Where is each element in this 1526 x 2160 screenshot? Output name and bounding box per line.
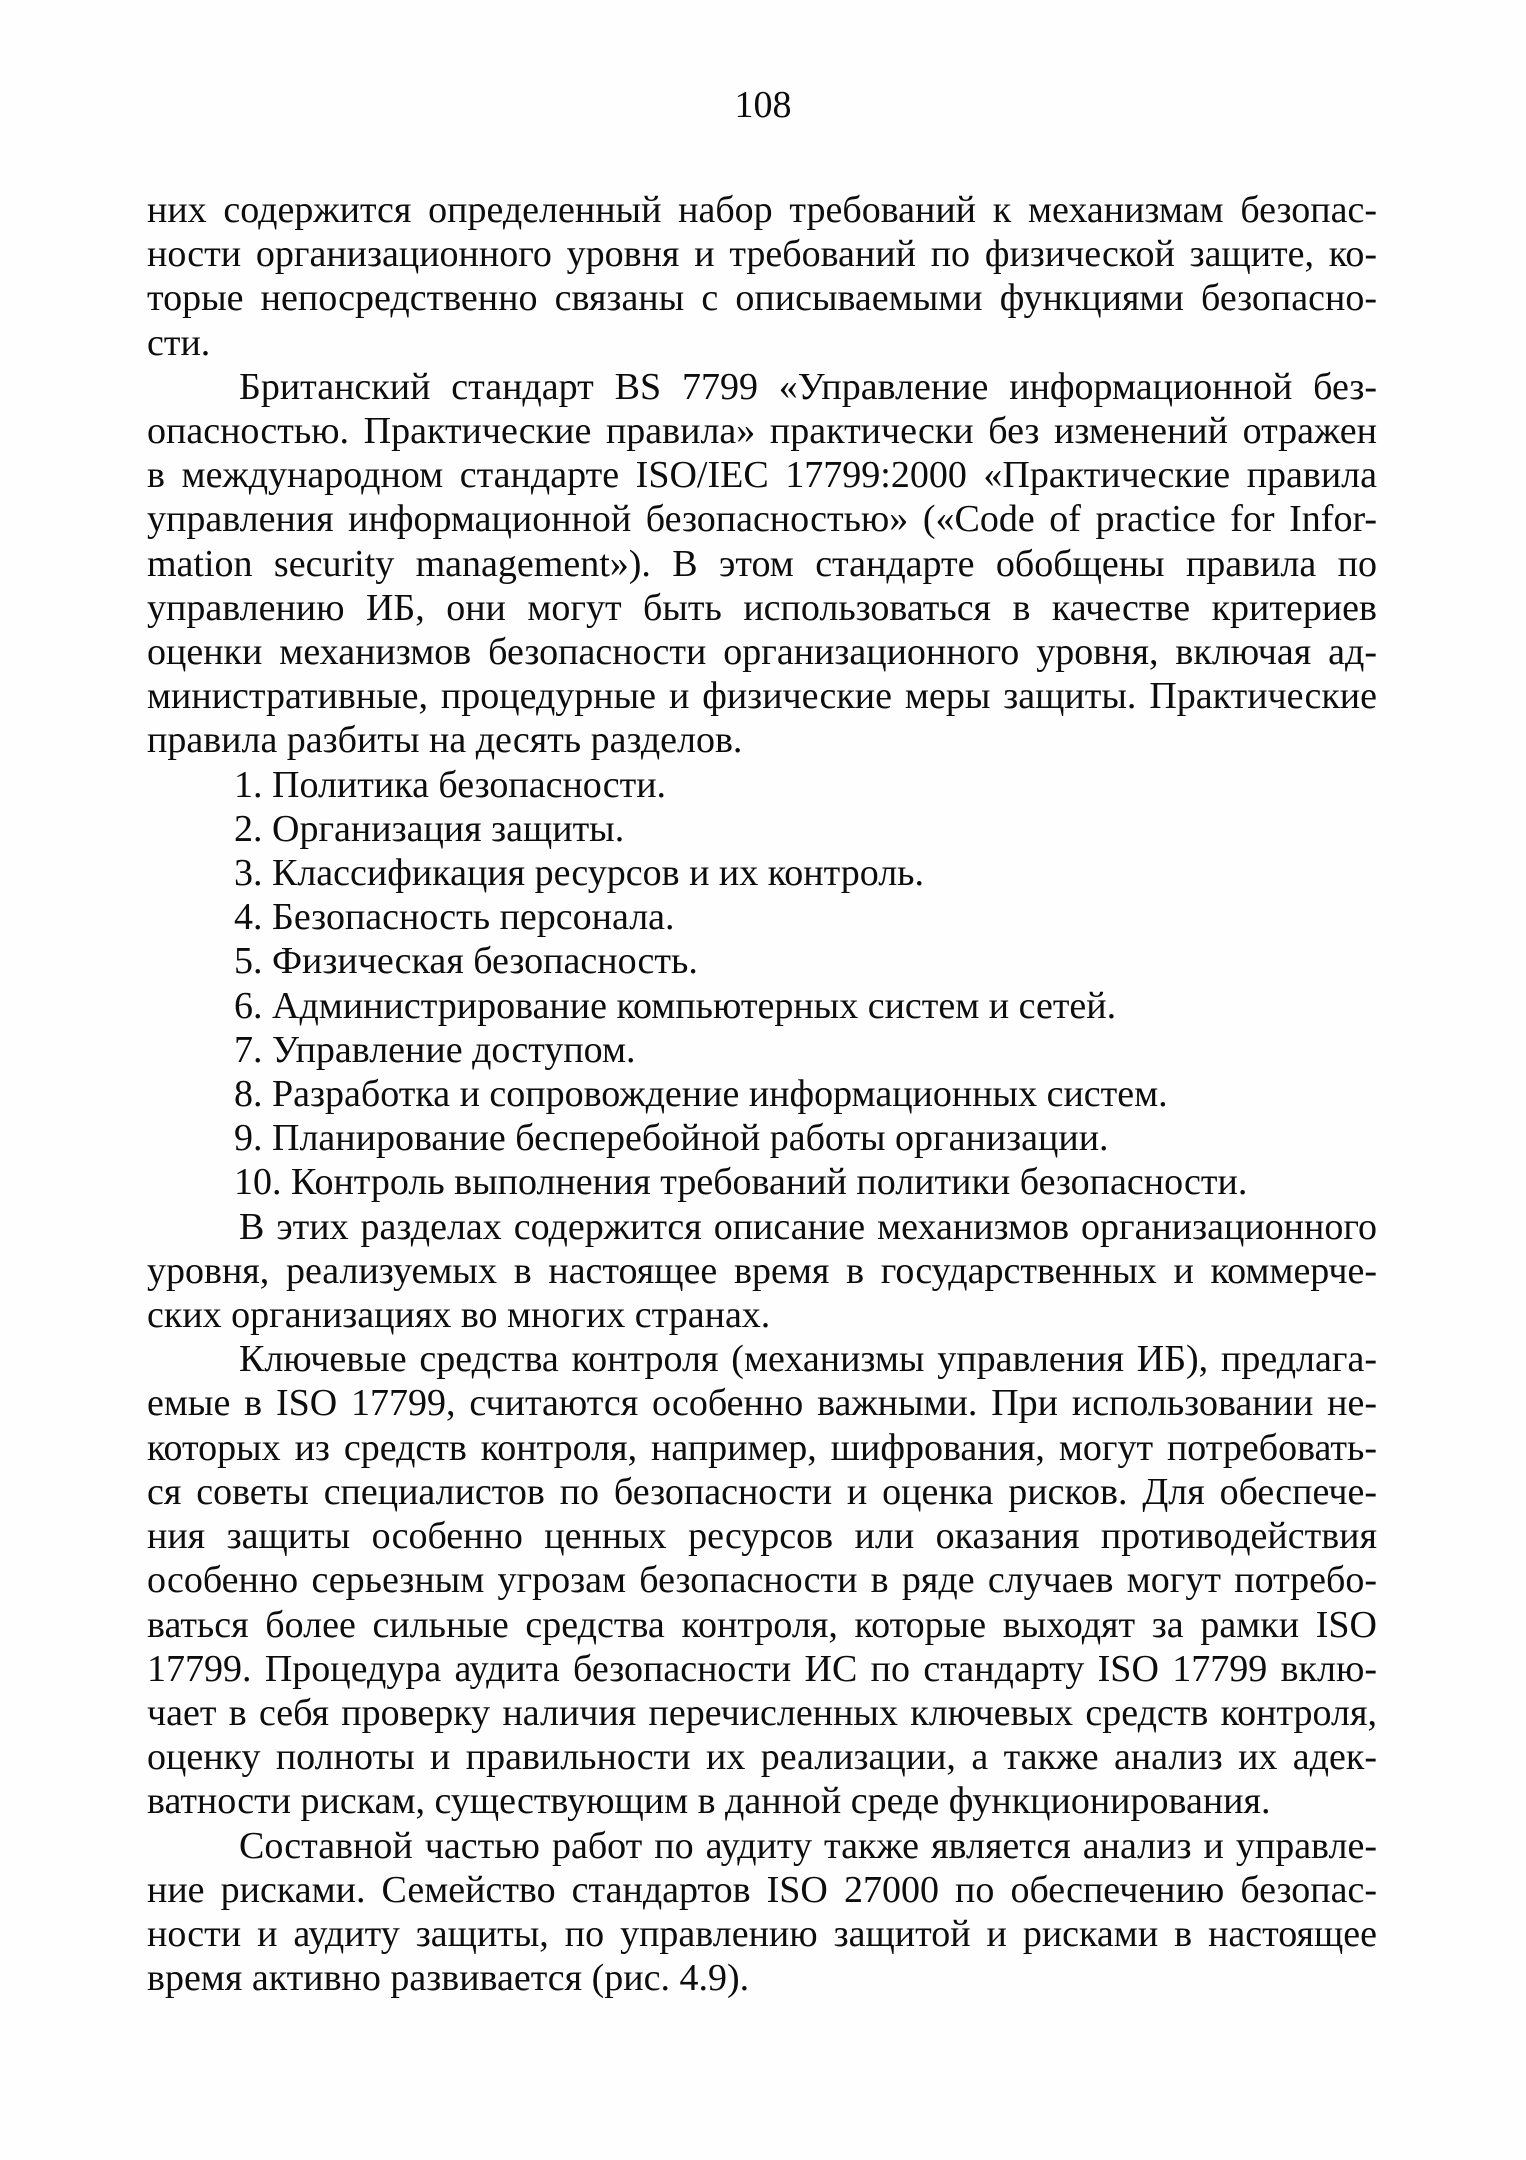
- text-line: 10. Контроль выполнения требований политики безопасности.: [234, 1161, 1248, 1204]
- text-line: ности организационного уровня и требований по физической защите, ко-: [147, 233, 1377, 276]
- page-number: 108: [734, 84, 792, 126]
- text-line: Британский стандарт BS 7799 «Управление информационной без-: [239, 365, 1377, 408]
- text-line: 3. Классификация ресурсов и их контроль.: [234, 852, 924, 895]
- paragraph: [147, 1205, 1377, 1338]
- text-line: управлению ИБ, они могут быть использоваться в качестве критериев: [147, 586, 1377, 629]
- text-line: 5. Физическая безопасность.: [234, 940, 698, 983]
- text-line: особенно серьезным угрозам безопасности в ряде случаев могут потребо-: [147, 1559, 1377, 1602]
- text-line: управления информационной безопасностью» («Code of practice for Infor-: [147, 498, 1377, 541]
- text-line: время активно развивается (рис. 4.9).: [147, 1957, 750, 2000]
- text-line: ся советы специалистов по безопасности и оценка рисков. Для обеспече-: [147, 1470, 1377, 1513]
- text-line: них содержится определенный набор требований к механизмам безопас-: [147, 189, 1377, 231]
- text-line: торые непосредственно связаны с описываемыми функциями безопасно-: [147, 277, 1377, 320]
- text-line: ние рисками. Семейство стандартов ISO 27000 по обеспечению безопас-: [147, 1868, 1377, 1911]
- text-line: ских организациях во многих странах.: [147, 1294, 771, 1337]
- list-item: [147, 1072, 1377, 1116]
- list-item: [147, 1028, 1377, 1072]
- text-line: сти.: [147, 321, 211, 364]
- list-item: [147, 895, 1377, 939]
- text-line: которых из средств контроля, например, шифрования, могут потребовать-: [147, 1426, 1377, 1469]
- text-line: оценку полноты и правильности их реализации, а также анализ их адек-: [147, 1736, 1377, 1779]
- list-item: [147, 763, 1377, 807]
- text-line: Ключевые средства контроля (механизмы управления ИБ), предлага-: [239, 1338, 1377, 1381]
- text-line: 7. Управление доступом.: [234, 1028, 636, 1071]
- text-line: 2. Организация защиты.: [234, 807, 625, 850]
- text-line: уровня, реализуемых в настоящее время в государственных и коммерче-: [147, 1249, 1377, 1292]
- paragraph: [147, 1824, 1377, 2001]
- text-line: емые в ISO 17799, считаются особенно важными. При использовании не-: [147, 1382, 1377, 1425]
- text-line: министративные, процедурные и физические меры защиты. Практические: [147, 675, 1377, 718]
- text-line: правила разбиты на десять разделов.: [147, 719, 743, 762]
- list-item: [147, 1116, 1377, 1160]
- list-item: [147, 939, 1377, 983]
- page-body: [147, 188, 1377, 2000]
- text-line: ватности рискам, существующим в данной среде функционирования.: [147, 1780, 1271, 1823]
- text-line: ния защиты особенно ценных ресурсов или оказания противодействия: [147, 1515, 1377, 1558]
- text-line: mation security management»). В этом стандарте обобщены правила по: [147, 542, 1377, 585]
- paragraph: [147, 188, 1377, 365]
- text-line: 17799. Процедура аудита безопасности ИС по стандарту ISO 17799 вклю-: [147, 1647, 1377, 1690]
- text-line: чает в себя проверку наличия перечисленных ключевых средств контроля,: [147, 1691, 1377, 1734]
- text-line: оценки механизмов безопасности организационного уровня, включая ад-: [147, 631, 1377, 674]
- text-line: опасностью. Практические правила» практически без изменений отражен: [147, 410, 1377, 453]
- list-item: [147, 984, 1377, 1028]
- paragraph: [147, 1337, 1377, 1823]
- text-line: ности и аудиту защиты, по управлению защитой и рисками в настоящее: [147, 1912, 1377, 1955]
- paragraph: [147, 365, 1377, 763]
- list-item: [147, 807, 1377, 851]
- text-line: 1. Политика безопасности.: [234, 763, 667, 806]
- text-line: 4. Безопасность персонала.: [234, 896, 675, 939]
- text-line: В этих разделах содержится описание механизмов организационного: [239, 1205, 1377, 1248]
- list-item: [147, 851, 1377, 895]
- text-line: 6. Администрирование компьютерных систем и сетей.: [234, 984, 1117, 1027]
- list-item: [147, 1160, 1377, 1204]
- text-line: Составной частью работ по аудиту также является анализ и управле-: [239, 1824, 1377, 1867]
- text-line: 8. Разработка и сопровождение информационных систем.: [234, 1073, 1168, 1116]
- text-line: 9. Планирование бесперебойной работы организации.: [234, 1117, 1109, 1160]
- text-line: ваться более сильные средства контроля, которые выходят за рамки ISO: [147, 1603, 1377, 1646]
- text-line: в международном стандарте ISO/IEC 17799:2000 «Практические правила: [147, 454, 1377, 497]
